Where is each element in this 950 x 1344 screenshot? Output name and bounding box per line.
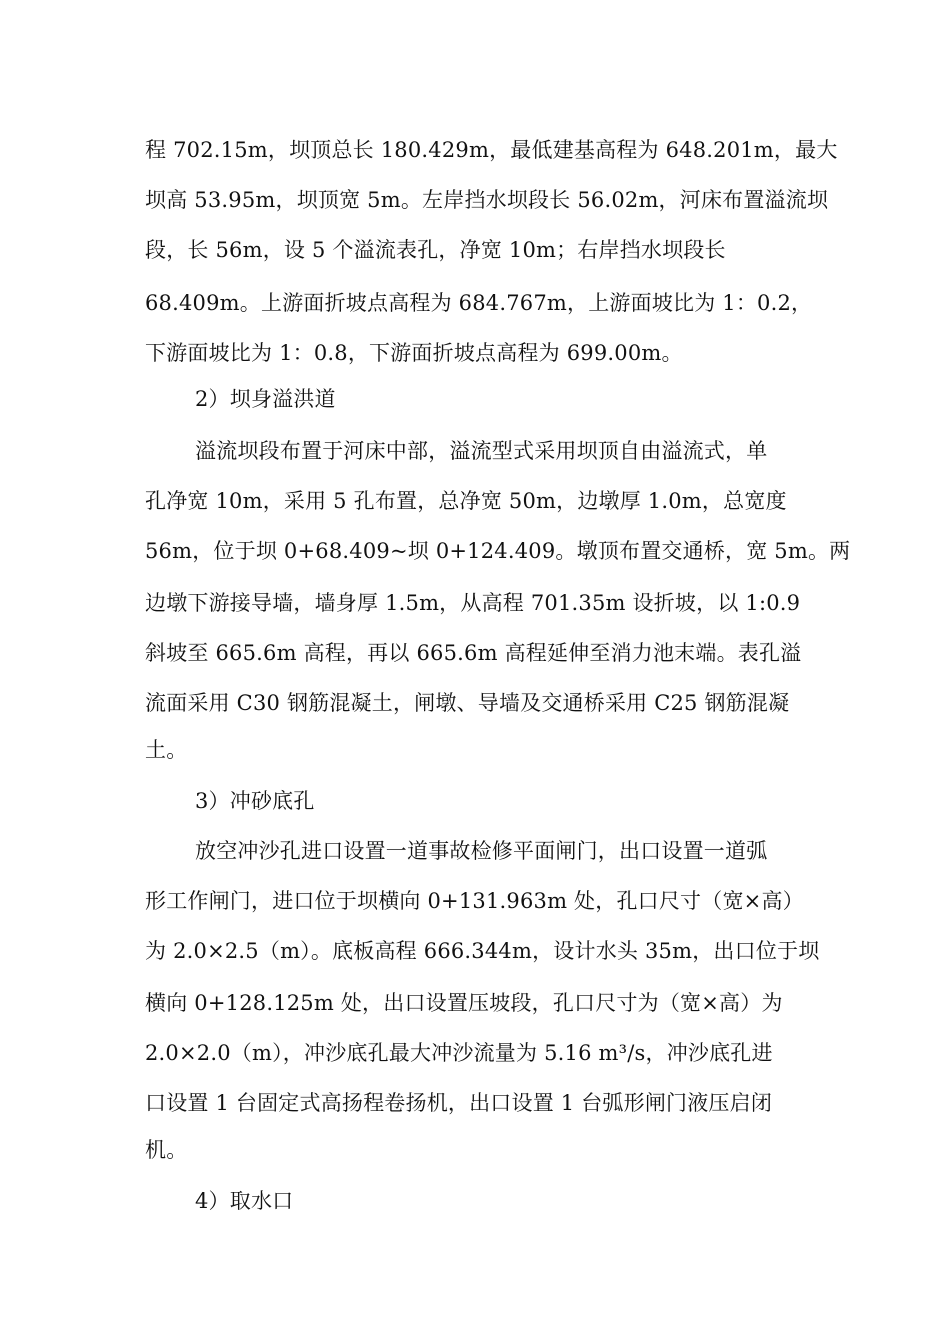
paragraph-3-line-1: 放空冲沙孔进口设置一道事故检修平面闸门，出口设置一道弧: [195, 839, 768, 863]
paragraph-3-line-2: 形工作闸门，进口位于坝横向 0+131.963m 处，孔口尺寸（宽×高）: [145, 889, 804, 913]
paragraph-1-line-3: 段，长 56m，设 5 个溢流表孔，净宽 10m；右岸挡水坝段长: [145, 238, 726, 262]
paragraph-2-line-3: 56m，位于坝 0+68.409~坝 0+124.409。墩顶布置交通桥，宽 5m。两: [145, 539, 851, 563]
paragraph-2-line-6: 流面采用 C30 钢筋混凝土，闸墩、导墙及交通桥采用 C25 钢筋混凝: [145, 691, 790, 715]
section-heading-spillway: 2）坝身溢洪道: [195, 387, 336, 411]
paragraph-3-line-3: 为 2.0×2.5（m）。底板高程 666.344m，设计水头 35m，出口位于坝: [145, 939, 820, 963]
paragraph-2-line-4: 边墩下游接导墙，墙身厚 1.5m，从高程 701.35m 设折坡，以 1:0.9: [145, 591, 801, 615]
section-heading-sand-flushing-outlet: 3）冲砂底孔: [195, 789, 315, 813]
section-heading-water-intake: 4）取水口: [195, 1189, 294, 1213]
paragraph-3-line-6: 口设置 1 台固定式高扬程卷扬机，出口设置 1 台弧形闸门液压启闭: [145, 1091, 773, 1115]
paragraph-2-line-2: 孔净宽 10m，采用 5 孔布置，总净宽 50m，边墩厚 1.0m，总宽度: [145, 489, 787, 513]
paragraph-3-line-7: 机。: [145, 1138, 188, 1162]
paragraph-1-line-1: 程 702.15m，坝顶总长 180.429m，最低建基高程为 648.201m，最大: [145, 138, 838, 162]
paragraph-1-line-2: 坝高 53.95m，坝顶宽 5m。左岸挡水坝段长 56.02m，河床布置溢流坝: [145, 188, 829, 212]
paragraph-3-line-5: 2.0×2.0（m），冲沙底孔最大冲沙流量为 5.16 m³/s，冲沙底孔进: [145, 1041, 773, 1065]
paragraph-1-line-4: 68.409m。上游面折坡点高程为 684.767m，上游面坡比为 1：0.2，: [145, 291, 813, 315]
paragraph-2-line-1: 溢流坝段布置于河床中部，溢流型式采用坝顶自由溢流式，单: [195, 439, 768, 463]
paragraph-2-line-7: 土。: [145, 738, 188, 762]
paragraph-2-line-5: 斜坡至 665.6m 高程，再以 665.6m 高程延伸至消力池末端。表孔溢: [145, 641, 802, 665]
paragraph-1-line-5: 下游面坡比为 1：0.8，下游面折坡点高程为 699.00m。: [145, 341, 683, 365]
paragraph-3-line-4: 横向 0+128.125m 处，出口设置压坡段，孔口尺寸为（宽×高）为: [145, 991, 783, 1015]
